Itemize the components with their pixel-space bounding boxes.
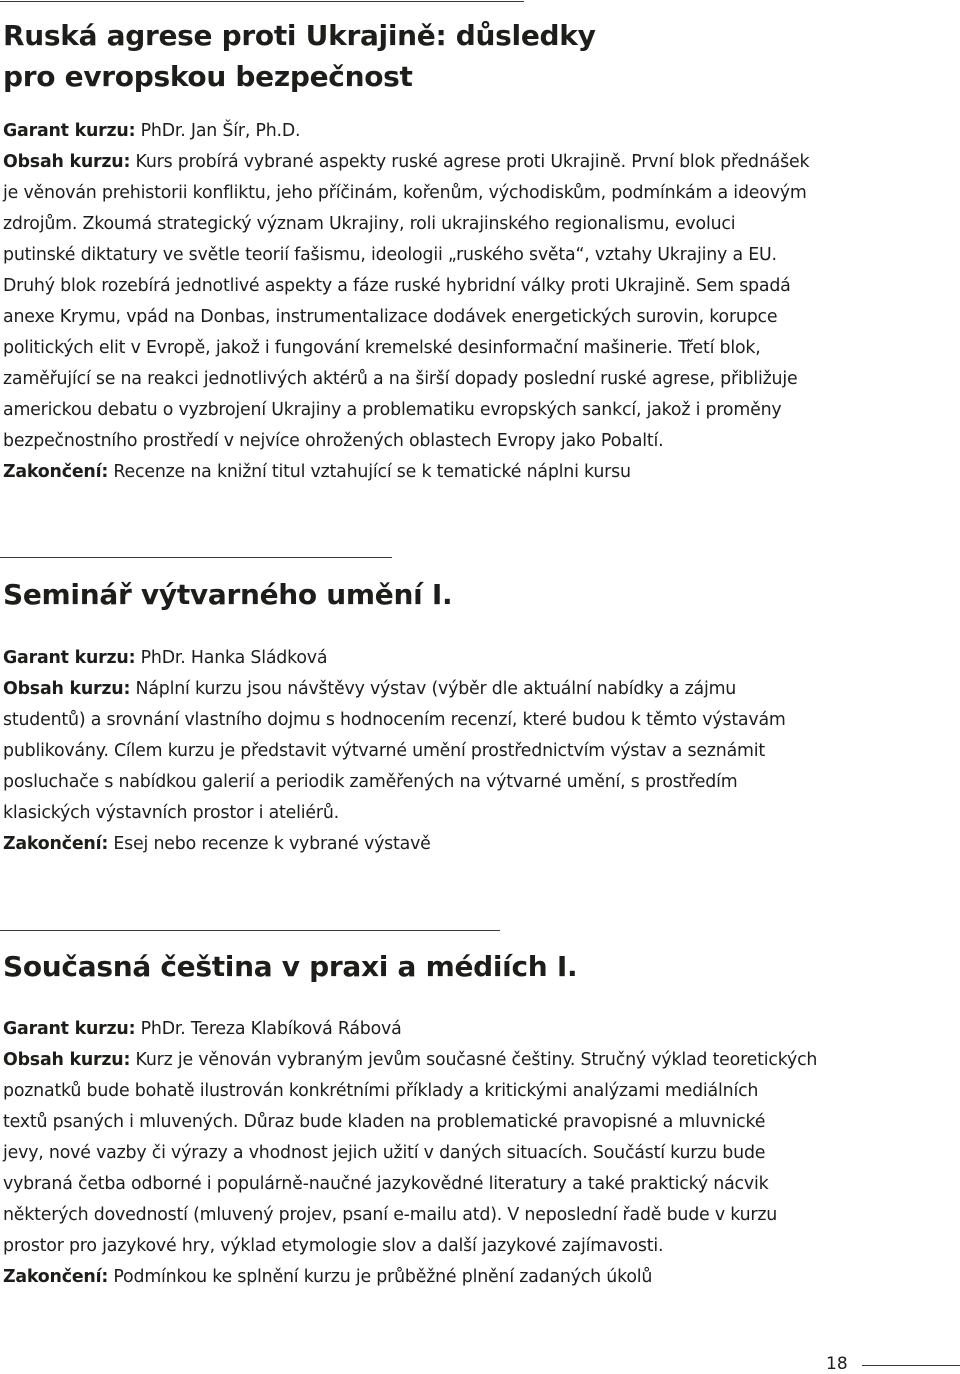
garant-line [3, 1014, 958, 1045]
end-label: Zakončení: [3, 834, 109, 854]
content-line [3, 674, 958, 705]
content-line [3, 147, 958, 178]
content-line: posluchače s nabídkou galerií a periodik zaměřených na výtvarné umění, s prostředím [3, 772, 738, 792]
content-line: prostor pro jazykové hry, výklad etymologie slov a další jazykové zajímavosti. [3, 1236, 664, 1256]
content-line: politických elit v Evropě, jakož i fungování kremelské desinformační mašinerie. Třetí blok, [3, 338, 761, 358]
course-details [3, 1014, 958, 1293]
content-line: textů psaných i mluvených. Důraz bude kladen na problematické pravopisné a mluvnické [3, 1112, 766, 1132]
course-title [3, 946, 577, 987]
section-divider [0, 930, 500, 931]
garant-label: Garant kurzu: [3, 648, 136, 668]
garant-label: Garant kurzu: [3, 121, 136, 141]
content-line: vybraná četba odborné i populárně-naučné jazykovědné literatury a také praktický nácvik [3, 1174, 769, 1194]
end-line [3, 457, 958, 488]
content-line: Druhý blok rozebírá jednotlivé aspekty a fáze ruské hybridní války proti Ukrajině. Sem spadá [3, 276, 791, 296]
garant-value: PhDr. Tereza Klabíková Rábová [135, 1019, 402, 1039]
course-title-line: Současná čeština v praxi a médiích I. [3, 950, 578, 983]
page-number: 18 [826, 1354, 848, 1374]
content-line: bezpečnostního prostředí v nejvíce ohrožených oblastech Evropy jako Pobaltí. [3, 431, 664, 451]
content-line: klasických výstavních prostor i ateliérů. [3, 803, 339, 823]
content-line: studentů) a srovnání vlastního dojmu s hodnocením recenzí, které budou k těmto výstavám [3, 710, 786, 730]
content-line: anexe Krymu, vpád na Donbas, instrumentalizace dodávek energetických surovin, korupce [3, 307, 778, 327]
content-text: Kurz je věnován vybraným jevům současné češtiny. Stručný výklad teoretických [130, 1050, 818, 1070]
course-title-line: pro evropskou bezpečnost [3, 60, 413, 93]
section-divider [0, 557, 392, 558]
content-text: Kurs probírá vybrané aspekty ruské agrese proti Ukrajině. První blok přednášek [130, 152, 810, 172]
content-label: Obsah kurzu: [3, 679, 131, 699]
course-title [3, 15, 596, 97]
end-line [3, 1262, 958, 1293]
content-label: Obsah kurzu: [3, 1050, 131, 1070]
content-line: poznatků bude bohatě ilustrován konkrétními příklady a kritickými analýzami mediálních [3, 1081, 759, 1101]
section-divider [0, 1, 524, 2]
content-line: zdrojům. Zkoumá strategický význam Ukrajiny, roli ukrajinského regionalismu, evoluci [3, 214, 736, 234]
end-label: Zakončení: [3, 1267, 109, 1287]
footer-rule [862, 1365, 960, 1366]
garant-value: PhDr. Jan Šír, Ph.D. [135, 121, 301, 141]
content-line: publikovány. Cílem kurzu je představit výtvarné umění prostřednictvím výstav a seznámit [3, 741, 765, 761]
content-label: Obsah kurzu: [3, 152, 131, 172]
end-value: Esej nebo recenze k vybrané výstavě [108, 834, 431, 854]
content-text: Náplní kurzu jsou návštěvy výstav (výběr dle aktuální nabídky a zájmu [130, 679, 737, 699]
course-title-line: Ruská agrese proti Ukrajině: důsledky [3, 19, 596, 52]
content-line: americkou debatu o vyzbrojení Ukrajiny a problematiku evropských sankcí, jakož i proměny [3, 400, 782, 420]
end-value: Recenze na knižní titul vztahující se k tematické náplni kursu [108, 462, 631, 482]
garant-line [3, 643, 958, 674]
end-value: Podmínkou ke splnění kurzu je průběžné plnění zadaných úkolů [108, 1267, 653, 1287]
course-title-line: Seminář výtvarného umění I. [3, 578, 453, 611]
course-title [3, 574, 452, 615]
content-line: putinské diktatury ve světle teorií fašismu, ideologii „ruského světa“, vztahy Ukrajiny a EU. [3, 245, 777, 265]
content-line: jevy, nové vazby či výrazy a vhodnost jejich užití v daných situacích. Součástí kurzu bude [3, 1143, 766, 1163]
course-details [3, 116, 958, 488]
content-line: je věnován prehistorii konfliktu, jeho příčinám, kořenům, východiskům, podmínkám a ideovým [3, 183, 807, 203]
course-details [3, 643, 958, 860]
content-line [3, 1045, 958, 1076]
garant-value: PhDr. Hanka Sládková [135, 648, 328, 668]
garant-line [3, 116, 958, 147]
content-line: některých dovedností (mluvený projev, psaní e-mailu atd). V neposlední řadě bude v kurzu [3, 1205, 778, 1225]
end-line [3, 829, 958, 860]
garant-label: Garant kurzu: [3, 1019, 136, 1039]
content-line: zaměřující se na reakci jednotlivých aktérů a na širší dopady poslední ruské agrese, přibližuje [3, 369, 798, 389]
end-label: Zakončení: [3, 462, 109, 482]
